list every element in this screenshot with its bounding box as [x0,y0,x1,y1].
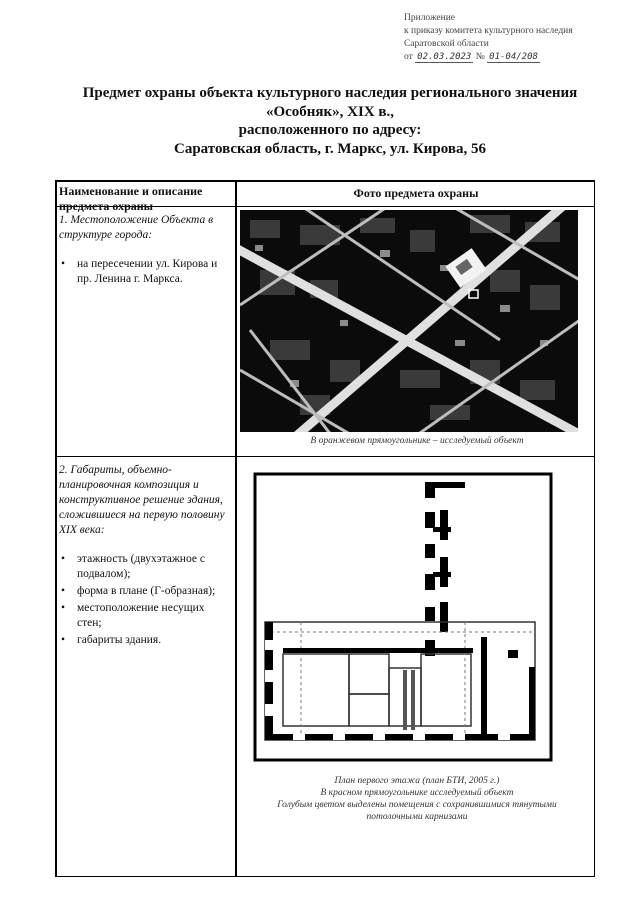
table-border-top [55,180,595,182]
row2-caption-line3: Голубым цветом выделены помещения с сохранившимися тянутыми [277,800,557,810]
row1-bullets [59,257,231,287]
list-item: • на пересечении ул. Кирова и пр. Ленина г. Маркса. [61,258,218,285]
table-column-divider [235,180,237,877]
list-item: • форма в плане (Г-образная); [61,585,216,597]
appendix-line1: Приложение [404,13,455,23]
list-item: • этажность (двухэтажное с подвалом); [61,553,205,580]
row1-description [59,213,231,289]
list-item: • местоположение несущих стен; [61,602,205,629]
appendix-line3: Саратовской области [404,39,489,49]
appendix-date-line [404,51,636,64]
aerial-photo-image [240,210,578,432]
row2-title: 2. Габариты, объемно-планировочная композиция и конструктивное решение здания, сложившиеся на первую половину XIX века: [59,464,225,536]
floor-plan [253,472,553,762]
aerial-photo [240,210,578,432]
document-title [40,84,620,158]
row2-caption-line2: В красном прямоугольнике исследуемый объект [320,788,514,798]
number-prefix: № [475,52,485,62]
table-border-bottom [55,876,595,878]
row1-caption-line: В оранжевом прямоугольнике – исследуемый объект [310,436,524,446]
handwritten-date: 02.03.2023 [417,52,472,62]
table-border-right [594,180,596,877]
row2-description [59,463,231,650]
protection-table [55,180,595,877]
appendix-line2: к приказу комитета культурного наследия [404,26,573,36]
title-line1: Предмет охраны объекта культурного наследия регионального значения [82,85,578,101]
header-photo: Фото предмета охраны [353,186,479,200]
date-prefix: от [404,52,413,62]
header-description: Наименование и описание предмета охраны [59,184,203,213]
handwritten-number: 01-04/208 [489,52,538,62]
appendix-block [404,12,636,64]
row-divider [55,456,595,457]
list-item: • габариты здания. [61,634,162,646]
title-line3: расположенного по адресу: [238,122,422,138]
row2-bullets [59,552,231,648]
title-line4: Саратовская область, г. Маркс, ул. Кирова, 56 [174,140,486,157]
row2-caption-line1: План первого этажа (план БТИ, 2005 г.) [334,776,500,786]
title-line2: «Особняк», XIX в., [265,103,395,120]
row1-caption [241,435,593,447]
row1-title: 1. Местоположение Объекта в структуре города: [59,214,214,241]
row2-caption-line4: потолочными карнизами [366,812,468,822]
row2-caption [241,775,593,823]
table-border-left [55,180,57,877]
floor-plan-image [253,472,553,762]
